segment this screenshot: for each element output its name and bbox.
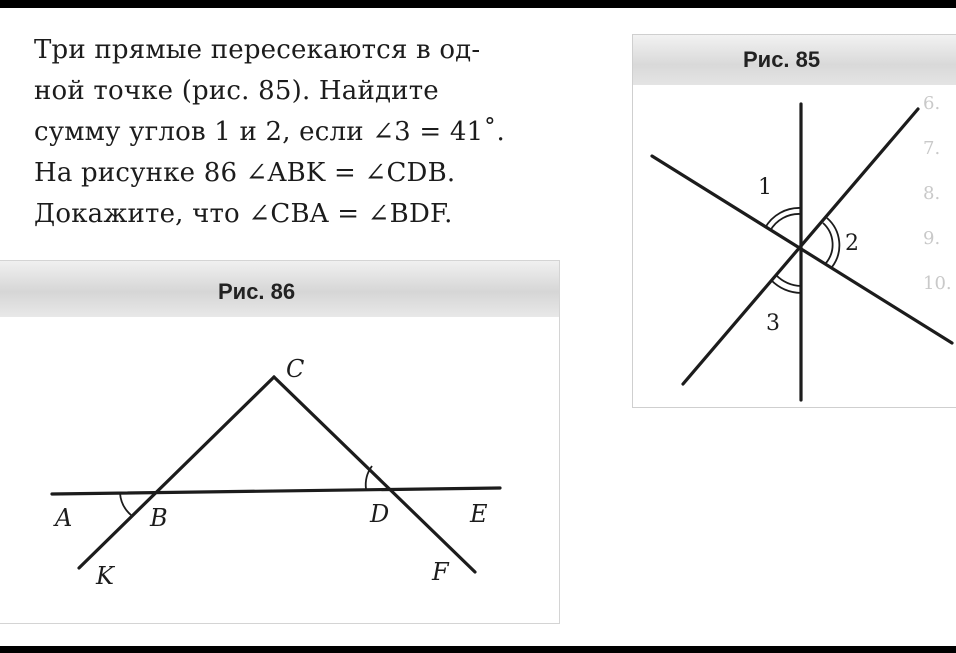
problem-line: Три прямые пересекаются в од- — [34, 35, 481, 65]
angle-label-2: 2 — [845, 231, 859, 256]
problem-line: Докажите, что ∠CBA = ∠BDF. — [34, 199, 453, 229]
figure-85-margin-numbers — [923, 81, 952, 306]
problem-line: ной точке (рис. 85). Найдите — [34, 76, 439, 106]
bottom-border — [0, 646, 956, 653]
problem-line: На рисунке 86 ∠ABK = ∠CDB. — [34, 158, 456, 188]
point-label-b: B — [150, 504, 168, 532]
figure-86 — [0, 260, 560, 624]
angle-label-1: 1 — [758, 175, 772, 200]
figure-85 — [632, 34, 956, 408]
margin-number: 8. — [923, 183, 941, 204]
point-label-c: C — [286, 355, 305, 383]
angle-label-3: 3 — [766, 311, 780, 336]
problem-line: сумму углов 1 и 2, если ∠3 = 41˚. — [34, 117, 505, 147]
problem-text — [34, 30, 594, 235]
point-label-a: A — [55, 504, 73, 532]
point-label-f: F — [432, 558, 449, 586]
margin-number: 6. — [923, 93, 941, 114]
margin-number: 7. — [923, 138, 941, 159]
point-label-k: K — [96, 562, 114, 590]
point-label-e: E — [470, 500, 488, 528]
margin-number: 9. — [923, 228, 941, 249]
point-label-d: D — [370, 500, 390, 528]
margin-number: 10. — [923, 273, 952, 294]
figure-86-title: Рис. 86 — [218, 279, 296, 304]
top-border — [0, 0, 956, 8]
figure-85-title: Рис. 85 — [743, 47, 821, 72]
